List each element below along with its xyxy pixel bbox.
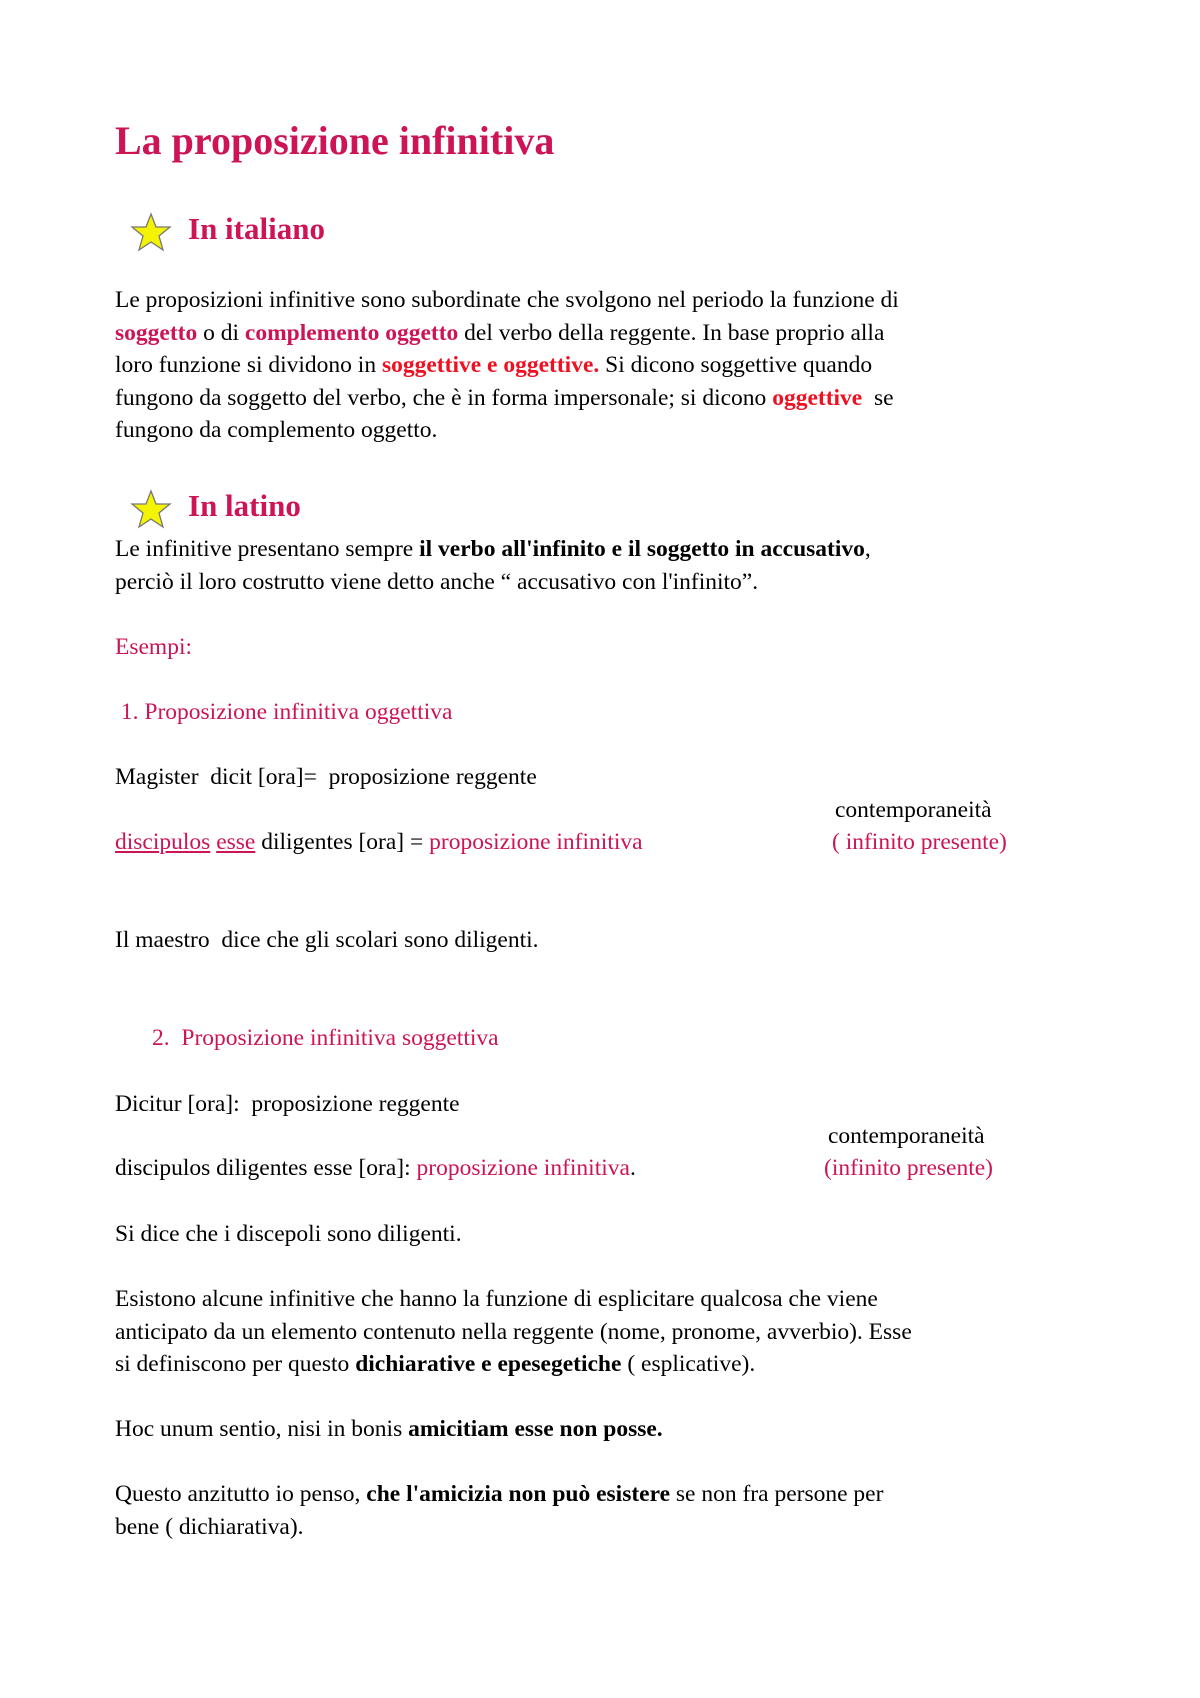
bold-text: il verbo all'infinito e il soggetto in accusativo [419,536,865,562]
text-line: Le proposizioni infinitive sono subordinate che svolgono nel periodo la funzione di [115,287,899,313]
section-heading-italiano: In italiano [188,211,325,246]
text-line: bene ( dichiarativa). [115,1513,304,1540]
paragraph-latino [115,533,871,598]
text-line: Le infinitive presentano sempre il verbo all'infinito e il soggetto in accusativo, [115,536,871,562]
section-heading-latino: In latino [188,488,301,523]
example1-heading: 1. Proposizione infinitiva oggettiva [115,699,453,725]
word-discipulos: discipulos [115,829,211,855]
example1-note-bottom: ( infinito presente) [832,829,1007,855]
text-line: Esistono alcune infinitive che hanno la funzione di esplicitare qualcosa che viene [115,1286,878,1312]
paragraph-dichiarative [115,1283,912,1381]
bold-text: che l'amicizia non può esistere [366,1481,671,1507]
text-line: perciò il loro costrutto viene detto anche “ accusativo con l'infinito”. [115,568,759,595]
text-line: anticipato da un elemento contenuto nella reggente (nome, pronome, avverbio). Esse [115,1318,912,1345]
term-oggettive: oggettive [772,384,863,411]
example2-line2: discipulos diligentes esse [ora]: proposizione infinitiva. [115,1155,636,1181]
example1-translation: Il maestro dice che gli scolari sono diligenti. [115,927,539,953]
example1-note-top: contemporaneità [835,797,992,823]
star-icon [130,489,172,529]
text-line: fungono da complemento oggetto. [115,417,438,443]
bold-text: amicitiam esse non posse. [408,1416,663,1442]
word-esse: esse [216,829,256,855]
paragraph-italiano [115,284,899,447]
text-line: soggetto o di complemento oggetto del verbo della reggente. In base proprio alla [115,319,885,346]
example2-line1: Dicitur [ora]: proposizione reggente [115,1091,460,1117]
text-line: loro funzione si dividono in soggettive e oggettive. Si dicono soggettive quando [115,352,873,378]
translation-final [115,1478,883,1543]
example2-note-top: contemporaneità [828,1123,985,1149]
term-soggetto: soggetto [115,319,198,346]
page-title: La proposizione infinitiva [115,118,555,163]
example1-line1: Magister dicit [ora]= proposizione reggente [115,764,537,790]
example1-line2: discipulos esse diligentes [ora] = proposizione infinitiva [115,829,643,855]
text-line: fungono da soggetto del verbo, che è in forma impersonale; si dicono oggettive se [115,384,894,411]
text-line: si definiscono per questo dichiarative e epesegetiche ( esplicative). [115,1351,756,1377]
text-line: Questo anzitutto io penso, che l'amicizia non può esistere se non fra persone per [115,1481,884,1507]
esempi-label: Esempi: [115,634,193,660]
example2-translation: Si dice che i discepoli sono diligenti. [115,1221,462,1247]
bold-text: dichiarative e epesegetiche [355,1351,622,1377]
latin-example: Hoc unum sentio, nisi in bonis amicitiam esse non posse. [115,1416,663,1442]
term-soggettive-oggettive: soggettive e oggettive. [381,352,600,378]
example2-note-bottom: (infinito presente) [824,1155,994,1181]
term-complemento-oggetto: complemento oggetto [244,319,459,346]
example2-heading: 2. Proposizione infinitiva soggettiva [152,1025,499,1051]
star-icon [130,212,172,252]
